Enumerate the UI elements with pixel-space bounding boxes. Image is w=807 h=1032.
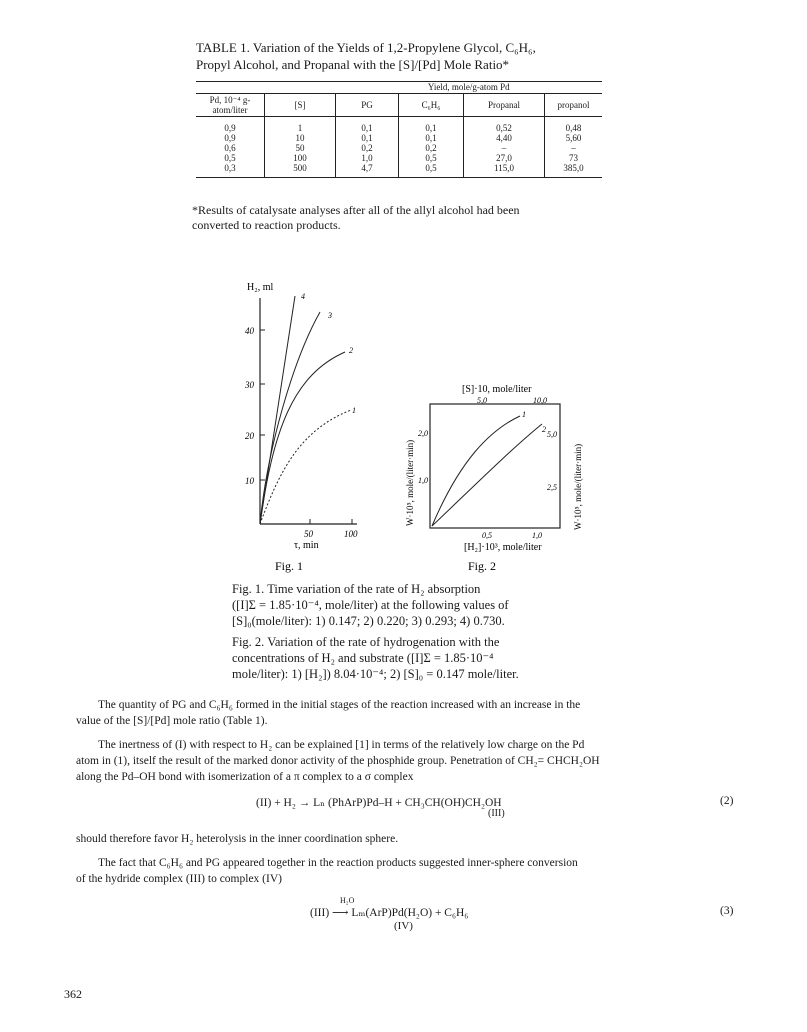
fig2-top-tick-10: 10,0 bbox=[533, 396, 547, 405]
fig2-right-tick-2-5: 2,5 bbox=[547, 483, 557, 492]
fig1-caption-line2: ([I]Σ = 1.85·10⁻⁴, mole/liter) at the following values of bbox=[232, 598, 509, 612]
col-c6h6-values: 0,1 0,1 0,2 0,5 0,5 bbox=[399, 117, 464, 178]
fig1-ytick-30: 30 bbox=[245, 380, 254, 390]
col-propanol-values: 0,48 5,60 – 73 385,0 bbox=[545, 117, 603, 178]
figure-2 bbox=[400, 380, 610, 580]
fig1-xtick-100: 100 bbox=[344, 529, 358, 539]
fig2-left-axis-label: W·10⁵, mole/(liter·min) bbox=[405, 439, 415, 526]
equation-3-label-iv: (IV) bbox=[394, 920, 413, 932]
fig2-caption-line2: concentrations of H₂ and substrate ([I]Σ = 1.85·10⁻⁴ bbox=[232, 651, 494, 665]
page-number: 362 bbox=[64, 987, 82, 1001]
body-p4-line2: of the hydride complex (III) to complex (IV) bbox=[76, 873, 282, 885]
fig2-bottom-tick-1: 1,0 bbox=[532, 531, 542, 540]
equation-3-number: (3) bbox=[720, 905, 734, 917]
fig2-top-tick-5: 5,0 bbox=[477, 396, 487, 405]
fig2-caption-line3: mole/liter): 1) [H₂]) 8.04·10⁻⁴; 2) [S]₀ = 0.147 mole/liter. bbox=[232, 667, 519, 681]
fig2-curve-label-2: 2 bbox=[542, 425, 546, 434]
fig1-curve-1 bbox=[260, 410, 351, 524]
table-footnote-line2: converted to reaction products. bbox=[192, 218, 341, 232]
fig2-label: Fig. 2 bbox=[468, 559, 497, 573]
body-p4-line1: The fact that C₆H₆ and PG appeared together in the reaction products suggested inner-sphere conversion bbox=[98, 857, 578, 869]
fig1-curve-label-3: 3 bbox=[328, 311, 332, 320]
col-header-s: [S] bbox=[265, 94, 336, 117]
table-title-line1: TABLE 1. Variation of the Yields of 1,2-Propylene Glycol, C₆H₆, bbox=[196, 40, 536, 55]
fig1-xtick-50: 50 bbox=[304, 529, 313, 539]
fig1-curve-3 bbox=[260, 312, 320, 524]
fig2-top-axis-label: [S]·10, mole/liter bbox=[462, 384, 532, 395]
body-p2-line2: atom in (1), itself the result of the marked donor activity of the phosphide group. Penetration of CH₂= CHCH₂OH bbox=[76, 755, 600, 767]
body-p1-line1: The quantity of PG and C₆H₆ formed in the initial stages of the reaction increased with an increase in the bbox=[98, 699, 581, 711]
body-p1-line2: value of the [S]/[Pd] mole ratio (Table 1). bbox=[76, 715, 268, 727]
col-header-propanal: Propanal bbox=[464, 94, 545, 117]
equation-3-over: H₂O bbox=[340, 896, 355, 905]
col-header-pd: Pd, 10⁻⁴ g-atom/liter bbox=[196, 94, 265, 117]
fig2-left-tick-1: 1,0 bbox=[418, 476, 428, 485]
fig1-y-label: H₂, ml bbox=[247, 282, 274, 293]
col-header-c6h6: C₆H₆ bbox=[399, 94, 464, 117]
yield-header: Yield, mole/g-atom Pd bbox=[336, 82, 603, 94]
equation-2: (II) + H₂ → Lₙ (PhArP)Pd–H + CH₃CH(OH)CH₂OH bbox=[256, 797, 502, 809]
equation-3: (III) ⟶ Lₘ(ArP)Pd(H₂O) + C₆H₆ bbox=[310, 907, 469, 919]
body-p3: should therefore favor H₂ heterolysis in the inner coordination sphere. bbox=[76, 833, 399, 845]
fig2-right-axis-label: W·10⁵, mole/(liter·min) bbox=[573, 443, 583, 530]
col-pg-values: 0,1 0,1 0,2 1,0 4,7 bbox=[336, 117, 399, 178]
fig1-label: Fig. 1 bbox=[275, 559, 304, 573]
fig1-ytick-20: 20 bbox=[245, 431, 254, 441]
equation-2-label-iii: (III) bbox=[488, 808, 505, 819]
table-title-line2: Propyl Alcohol, and Propanal with the [S]/[Pd] Mole Ratio* bbox=[196, 57, 510, 72]
fig2-curve-1 bbox=[432, 416, 520, 526]
data-table bbox=[196, 81, 602, 178]
col-header-propanol: propanol bbox=[545, 94, 603, 117]
figure-1 bbox=[225, 280, 375, 580]
fig1-curve-label-1: 1 bbox=[352, 406, 356, 415]
col-pd-values: 0,9 0,9 0,6 0,5 0,3 bbox=[224, 123, 236, 173]
fig2-left-tick-2: 2,0 bbox=[418, 429, 428, 438]
body-p2-line3: along the Pd–OH bond with isomerization of a π complex to a σ complex bbox=[76, 771, 414, 783]
fig1-ytick-40: 40 bbox=[245, 326, 254, 336]
fig1-curve-label-4: 4 bbox=[301, 292, 305, 301]
fig2-curve-label-1: 1 bbox=[522, 410, 526, 419]
fig2-x-label: [H₂]·10³, mole/liter bbox=[464, 542, 542, 553]
body-p2-line1: The inertness of (I) with respect to H₂ can be explained [1] in terms of the relatively low charge on the Pd bbox=[98, 739, 585, 751]
fig1-caption-line1: Fig. 1. Time variation of the rate of H₂ absorption bbox=[232, 582, 481, 596]
fig2-caption-line1: Fig. 2. Variation of the rate of hydrogenation with the bbox=[232, 635, 500, 649]
fig1-caption-line3: [S]₀(mole/liter): 1) 0.147; 2) 0.220; 3) 0.293; 4) 0.730. bbox=[232, 614, 505, 628]
fig2-bottom-tick-0-5: 0,5 bbox=[482, 531, 492, 540]
col-propanal-values: 0,52 4,40 – 27,0 115,0 bbox=[464, 117, 545, 178]
equation-2-number: (2) bbox=[720, 795, 734, 807]
fig1-curve-4 bbox=[260, 296, 295, 524]
fig1-ytick-10: 10 bbox=[245, 476, 254, 486]
table-footnote-line1: *Results of catalysate analyses after all of the allyl alcohol had been bbox=[192, 203, 520, 217]
col-s-values: 1 10 50 100 500 bbox=[265, 117, 336, 178]
fig1-curve-label-2: 2 bbox=[349, 346, 353, 355]
fig2-right-tick-5: 5,0 bbox=[547, 430, 557, 439]
fig1-x-label: τ, min bbox=[294, 540, 319, 551]
col-header-pg: PG bbox=[336, 94, 399, 117]
